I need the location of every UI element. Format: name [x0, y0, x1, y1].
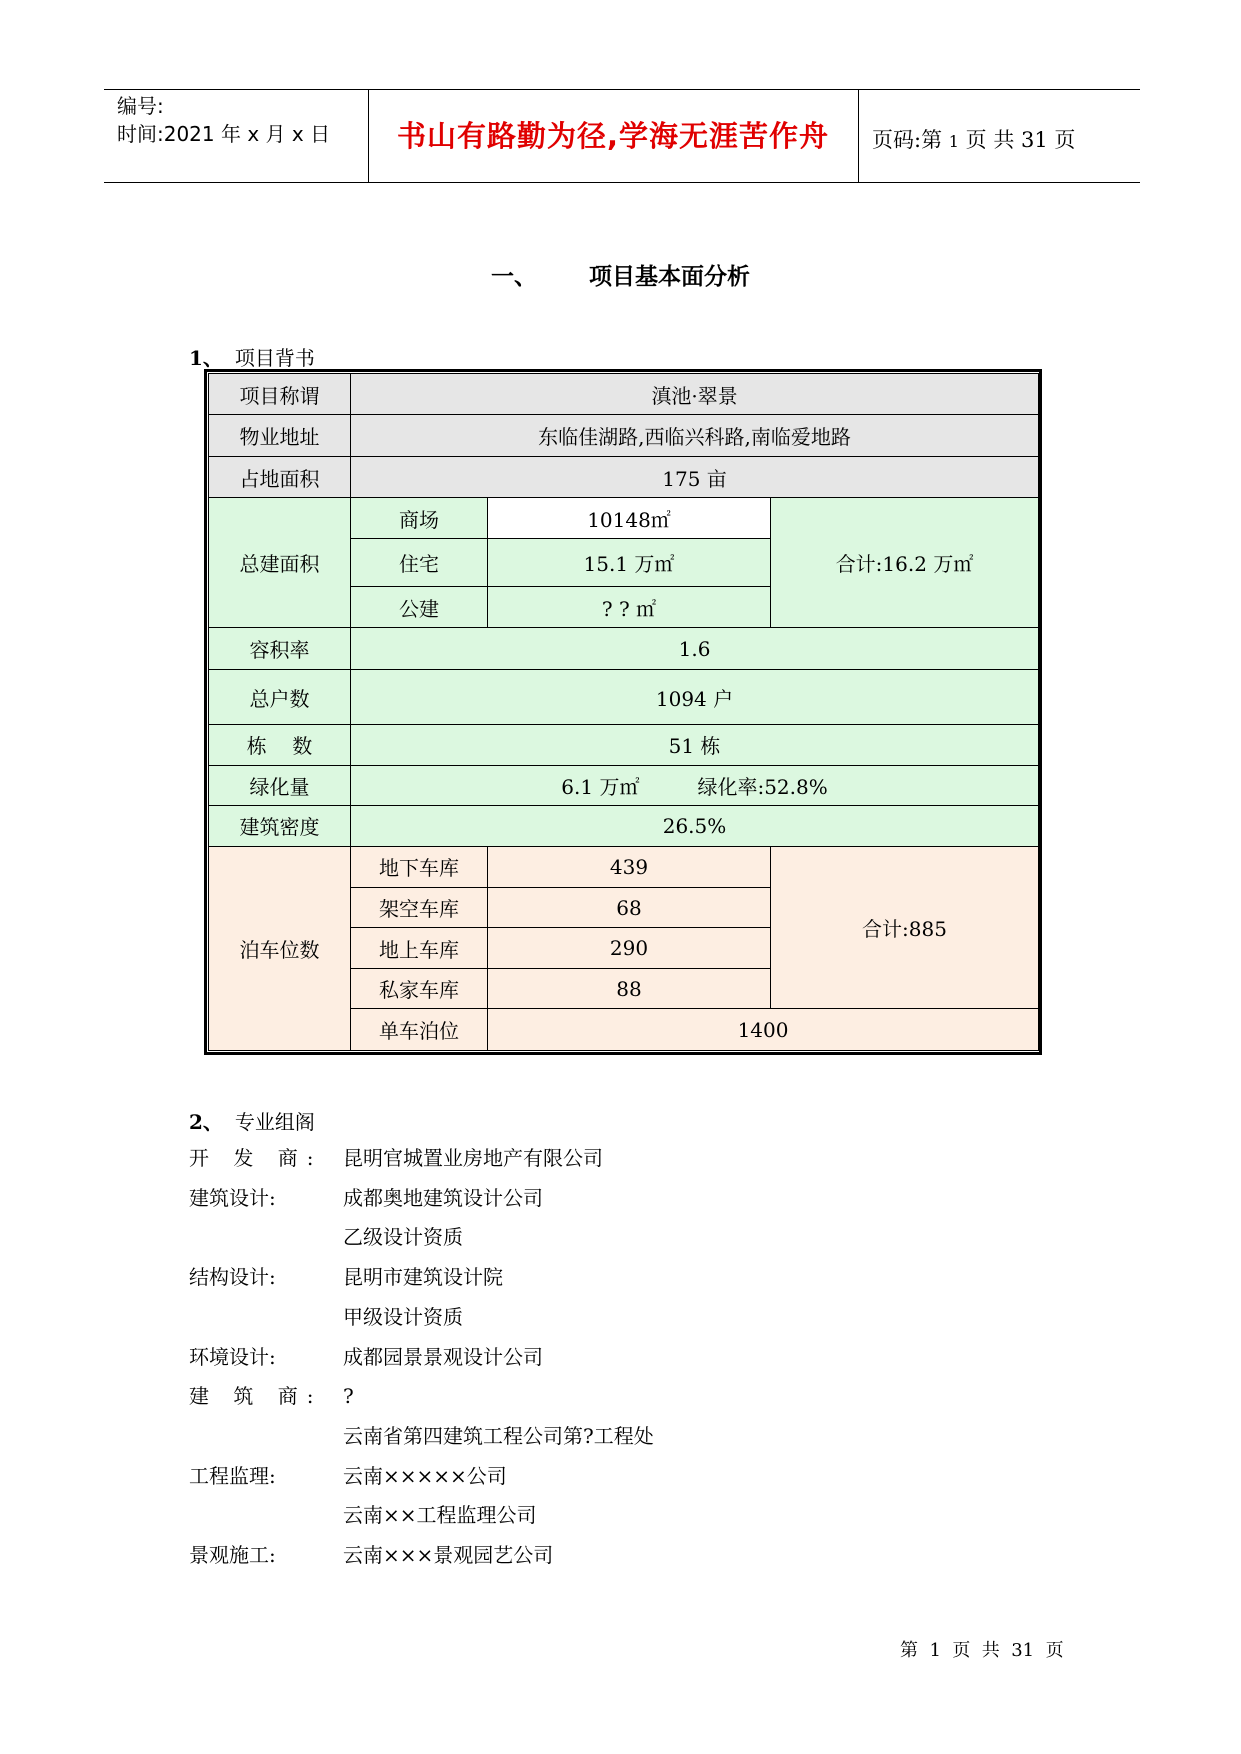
header-page-prefix: 页码:第	[872, 128, 943, 152]
subsection-number-2: 2、	[189, 1110, 223, 1134]
table-cell-value: 439	[488, 846, 771, 887]
team-value: 云南省第四建筑工程公司第?工程处	[343, 1423, 654, 1448]
table-cell-value: 1094 户	[351, 670, 1039, 725]
team-label	[189, 1417, 343, 1457]
table-row	[209, 765, 1039, 805]
subsection-title-1: 项目背书	[234, 346, 315, 370]
team-value: 云南××工程监理公司	[343, 1503, 537, 1528]
table-row	[209, 627, 1039, 670]
header-time-label: 时间:2021 年 x 月 x 日	[117, 122, 331, 146]
table-row	[209, 846, 1039, 887]
team-value: 昆明市建筑设计院	[343, 1265, 503, 1290]
list-item	[189, 1338, 654, 1378]
table-cell-value	[351, 765, 1039, 805]
table-cell-sublabel: 架空车库	[351, 887, 488, 927]
table-cell-label: 总建面积	[209, 498, 351, 628]
table-row	[209, 374, 1039, 415]
table-cell-value: 51 栋	[351, 725, 1039, 765]
table-row	[209, 498, 1039, 538]
team-label: 工程监理:	[189, 1463, 276, 1488]
team-label	[189, 1496, 343, 1536]
section-title	[0, 258, 1241, 291]
green-rate: 绿化率:52.8%	[697, 774, 828, 799]
team-value: ?	[343, 1384, 354, 1409]
table-row	[209, 456, 1039, 497]
team-value: 甲级设计资质	[343, 1304, 463, 1329]
table-cell-value: 滇池·翠景	[351, 374, 1039, 415]
table-cell-value: 1.6	[351, 627, 1039, 670]
header-meta	[117, 92, 330, 148]
table-cell-total: 合计:16.2 万㎡	[771, 498, 1039, 628]
team-label	[189, 1218, 343, 1258]
header-divider-right	[858, 89, 859, 182]
team-label: 环境设计:	[189, 1344, 276, 1369]
team-value: 成都奥地建筑设计公司	[343, 1185, 543, 1210]
table-cell-label: 绿化量	[209, 765, 351, 805]
project-info-table	[208, 373, 1039, 1051]
list-item	[189, 1218, 654, 1258]
list-item	[189, 1298, 654, 1338]
table-cell-label: 项目称谓	[209, 374, 351, 415]
list-item	[189, 1457, 654, 1497]
table-cell-sublabel: 住宅	[351, 538, 488, 587]
table-row	[209, 725, 1039, 765]
list-item	[189, 1258, 654, 1298]
table-cell-sublabel: 地下车库	[351, 846, 488, 887]
header-page-indicator	[872, 124, 1075, 154]
header-number-label: 编号:	[117, 94, 164, 118]
table-row	[209, 415, 1039, 456]
table-cell-value: 290	[488, 928, 771, 968]
header-top-rule	[104, 89, 1140, 90]
table-cell-label: 物业地址	[209, 415, 351, 456]
list-item	[189, 1179, 654, 1219]
table-cell-value: 15.1 万㎡	[488, 538, 771, 587]
table-cell-value: 175 亩	[351, 456, 1039, 497]
table-cell-label: 占地面积	[209, 456, 351, 497]
table-cell-sublabel: 单车泊位	[351, 1009, 488, 1051]
list-item	[189, 1417, 654, 1457]
table-cell-sublabel: 公建	[351, 587, 488, 627]
team-value: 乙级设计资质	[343, 1225, 463, 1250]
header-bottom-rule	[104, 182, 1140, 183]
subsection-heading-1	[189, 342, 315, 371]
table-cell-sublabel: 商场	[351, 498, 488, 538]
team-label: 结构设计:	[189, 1265, 276, 1290]
section-title-text: 项目基本面分析	[589, 264, 750, 290]
team-label: 开 发 商:	[189, 1146, 323, 1170]
team-value: 成都园景景观设计公司	[343, 1344, 543, 1369]
table-cell-label: 栋 数	[209, 725, 351, 765]
list-item	[189, 1496, 654, 1536]
team-label: 建 筑 商:	[189, 1384, 323, 1409]
table-cell-value: 10148㎡	[488, 498, 771, 538]
header-page-suffix: 页 共 31 页	[965, 128, 1076, 152]
team-value: 云南×××景观园艺公司	[343, 1543, 554, 1568]
team-label: 景观施工:	[189, 1543, 276, 1568]
table-row	[209, 806, 1039, 846]
green-amount: 6.1 万㎡	[561, 774, 640, 799]
table-cell-total: 合计:885	[771, 846, 1039, 1009]
list-item	[189, 1139, 654, 1179]
table-cell-value: 26.5%	[351, 806, 1039, 846]
team-label: 建筑设计:	[189, 1185, 276, 1210]
team-value: 云南×××××公司	[343, 1463, 507, 1488]
list-item	[189, 1536, 654, 1576]
table-cell-label: 建筑密度	[209, 806, 351, 846]
table-cell-sublabel: 地上车库	[351, 928, 488, 968]
table-cell-value: ? ? ㎡	[488, 587, 771, 627]
team-list	[189, 1139, 654, 1576]
subsection-title-2: 专业组阁	[234, 1110, 315, 1134]
team-label	[189, 1298, 343, 1338]
subsection-number-1: 1、	[189, 346, 223, 370]
table-cell-label: 总户数	[209, 670, 351, 725]
table-cell-label: 泊车位数	[209, 846, 351, 1051]
table-cell-label: 容积率	[209, 627, 351, 670]
page-footer: 第 1 页 共 31 页	[900, 1640, 1064, 1661]
section-number: 一、	[491, 264, 537, 290]
table-row	[209, 670, 1039, 725]
table-cell-sublabel: 私家车库	[351, 968, 488, 1008]
table-cell-value: 68	[488, 887, 771, 927]
table-cell-value: 88	[488, 968, 771, 1008]
header-motto: 书山有路勤为径,学海无涯苦作舟	[396, 119, 830, 153]
header-page-current: 1	[948, 132, 959, 151]
list-item	[189, 1377, 654, 1417]
table-cell-value: 1400	[488, 1009, 1039, 1051]
table-cell-value: 东临佳湖路,西临兴科路,南临爱地路	[351, 415, 1039, 456]
team-value: 昆明官城置业房地产有限公司	[343, 1146, 603, 1170]
subsection-heading-2	[189, 1106, 315, 1135]
